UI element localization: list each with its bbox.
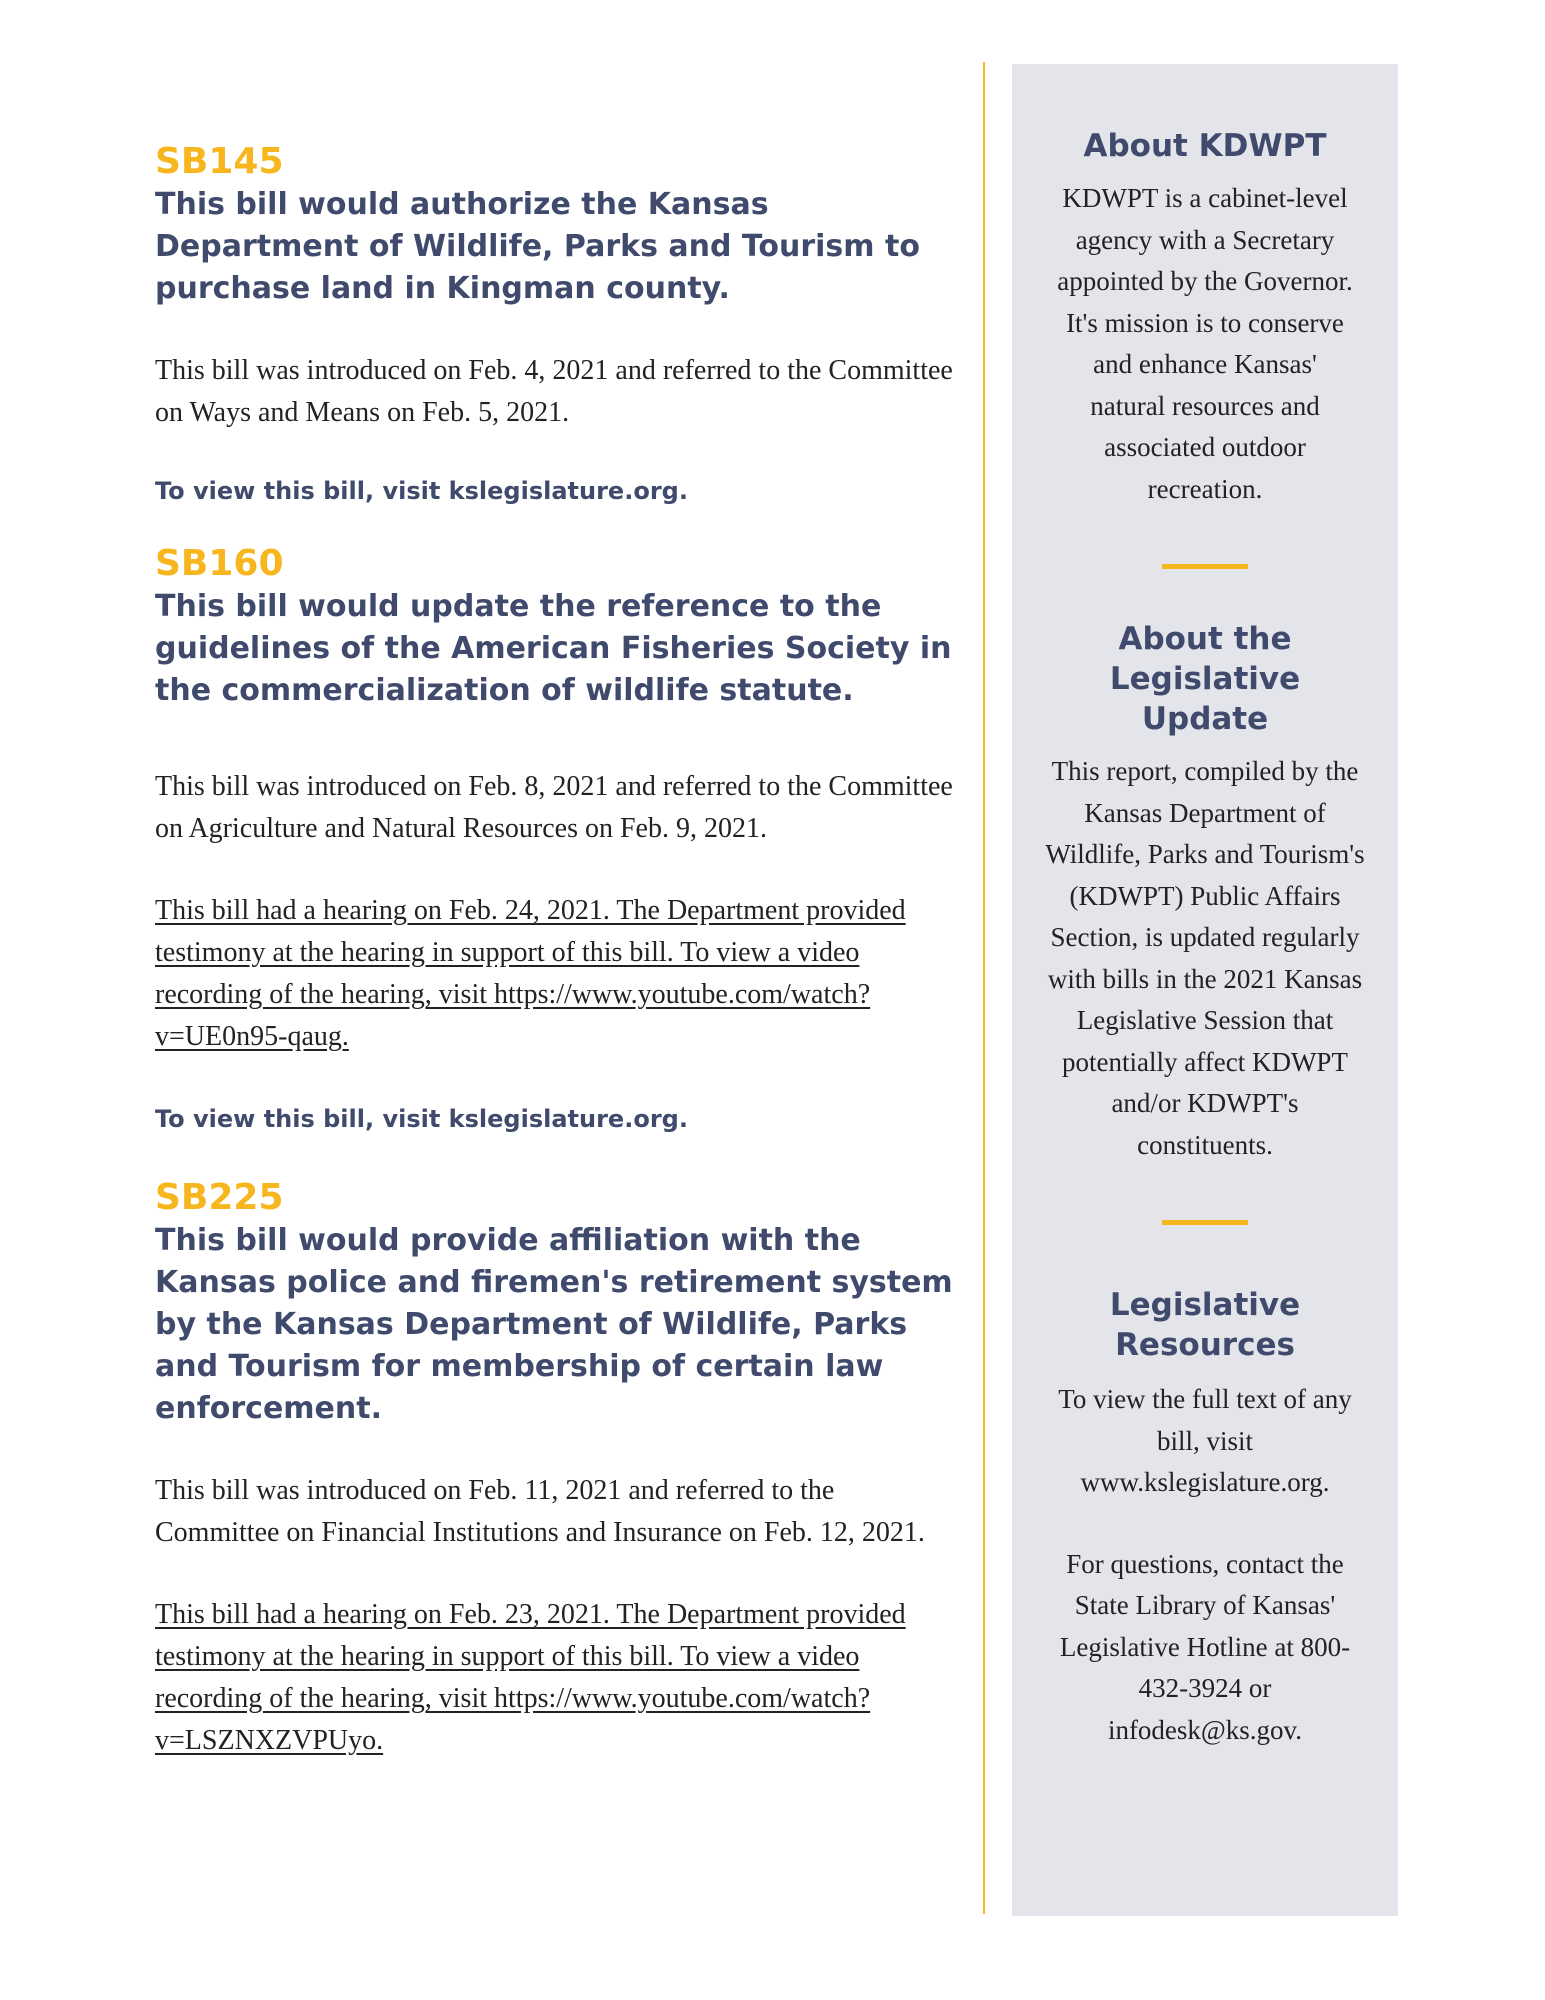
bill-sb160 — [155, 542, 965, 1136]
sidebar-about-update — [1012, 569, 1398, 1166]
sidebar-text: KDWPT is a cabinet-level agency with a Secretary appointed by the Governor. It's mission is to conserve and enhance Kansas' natural resources and associated outdoor recreation. — [1057, 183, 1353, 504]
column-divider — [983, 62, 985, 1914]
sidebar-heading: Legislative Resources — [1109, 1287, 1301, 1363]
bill-hearing-link[interactable]: This bill had a hearing on Feb. 24, 2021. The Department provided testimony at the hearing in support of this bill. To view a video recording of the hearing, visit https://www.youtube.com/watch?v=UE0n95-qaug. — [155, 895, 906, 1052]
bill-intro: This bill was introduced on Feb. 4, 2021 and referred to the Committee on Ways and Means on Feb. 5, 2021. — [155, 355, 953, 428]
bill-view-link[interactable]: To view this bill, visit kslegislature.org. — [155, 477, 688, 505]
bill-intro: This bill was introduced on Feb. 11, 2021 and referred to the Committee on Financial Institutions and Insurance on Feb. 12, 2021. — [155, 1475, 925, 1548]
bill-id: SB225 — [155, 1177, 284, 1218]
bill-id: SB145 — [155, 141, 284, 182]
sidebar-text: To view the full text of any bill, visit www.kslegislature.org. — [1058, 1384, 1352, 1497]
sidebar-text: This report, compiled by the Kansas Department of Wildlife, Parks and Tourism's (KDWPT) Public Affairs Section, is updated regularly with bills in the 2021 Kansas Legislative Session that potentially affect KDWPT and/or KDWPT's constituents. — [1045, 756, 1365, 1160]
sidebar-about-kdwpt — [1012, 64, 1398, 510]
sidebar-text: For questions, contact the State Library of Kansas' Legislative Hotline at 800-432-3924 or infodesk@ks.gov. — [1059, 1548, 1351, 1745]
bill-title: This bill would authorize the Kansas Department of Wildlife, Parks and Tourism to purchase land in Kingman county. — [155, 187, 920, 306]
bills-column — [155, 140, 965, 1762]
bill-intro: This bill was introduced on Feb. 8, 2021 and referred to the Committee on Agriculture and Natural Resources on Feb. 9, 2021. — [155, 771, 953, 844]
bill-hearing-link[interactable]: This bill had a hearing on Feb. 23, 2021. The Department provided testimony at the hearing in support of this bill. To view a video recording of the hearing, visit https://www.youtube.com/watch?v=LSZNXZVPUyo. — [155, 1599, 906, 1756]
bill-sb225 — [155, 1176, 965, 1762]
sidebar-heading: About the Legislative Update — [1109, 621, 1301, 737]
bill-view-link[interactable]: To view this bill, visit kslegislature.org. — [155, 1105, 688, 1133]
bill-title: This bill would provide affiliation with the Kansas police and firemen's retirement system by the Kansas Department of Wildlife, Parks and Tourism for membership of certain law enforcement. — [155, 1223, 953, 1426]
sidebar — [1012, 64, 1398, 1916]
bill-title: This bill would update the reference to the guidelines of the American Fisheries Society in the commercialization of wildlife statute. — [155, 589, 952, 708]
sidebar-resources — [1012, 1225, 1398, 1751]
bill-sb145 — [155, 140, 965, 508]
bill-id: SB160 — [155, 543, 284, 584]
sidebar-heading: About KDWPT — [1083, 128, 1327, 164]
